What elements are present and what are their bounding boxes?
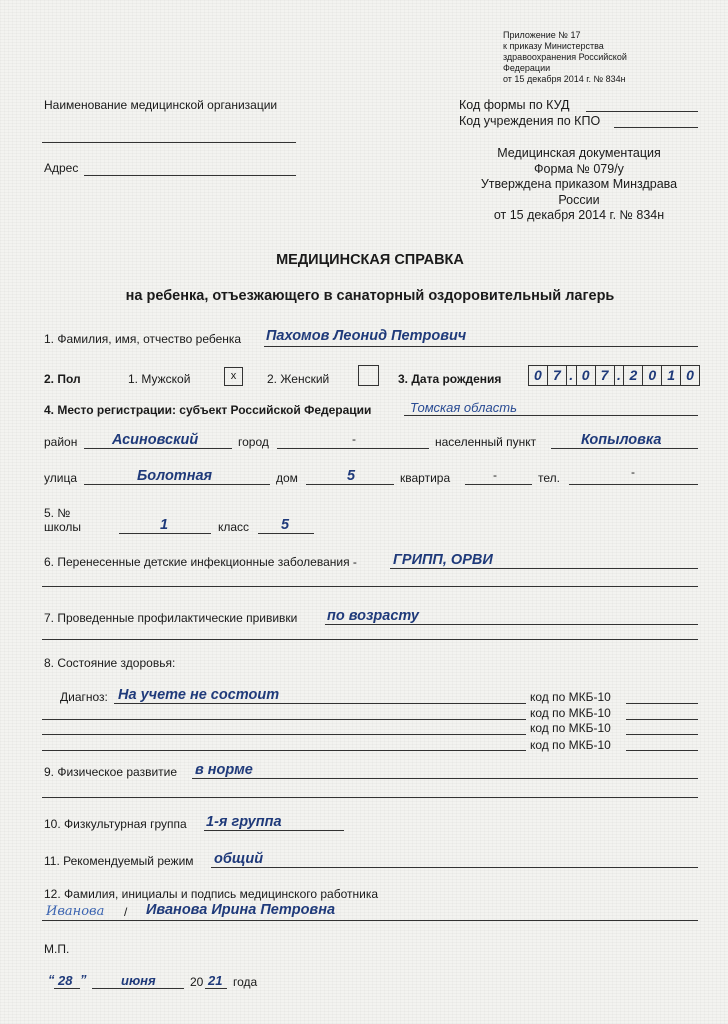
diagnosis-line-4 xyxy=(42,750,526,751)
class-value[interactable]: 5 xyxy=(281,517,290,533)
physical-line-2 xyxy=(42,797,698,798)
mkb-label: код по МКБ-10 xyxy=(530,690,611,704)
birth-date-digit: 1 xyxy=(662,366,681,385)
date-quote-close: ” xyxy=(80,972,87,987)
form-info-line: Медицинская документация xyxy=(497,146,661,160)
district-label: район xyxy=(44,435,78,449)
infections-value[interactable]: ГРИПП, ОРВИ xyxy=(393,552,493,568)
date-year-suffix: года xyxy=(233,975,258,989)
group-value[interactable]: 1-я группа xyxy=(206,814,282,830)
physical-value[interactable]: в норме xyxy=(195,762,253,778)
birth-date-boxes[interactable] xyxy=(528,365,700,386)
birth-date-digit: 0 xyxy=(577,366,596,385)
child-name-value[interactable]: Пахомов Леонид Петрович xyxy=(266,328,467,344)
appendix-line: здравоохранения Российской xyxy=(503,52,627,62)
female-checkbox[interactable] xyxy=(358,365,379,386)
birth-date-digit: 0 xyxy=(529,366,548,385)
kpo-line[interactable] xyxy=(614,127,698,128)
date-quote-open: “ xyxy=(48,972,55,987)
diagnosis-line-3 xyxy=(42,734,526,735)
infections-line-2 xyxy=(42,586,698,587)
sex-label: 2. Пол xyxy=(44,372,81,386)
address-line[interactable] xyxy=(84,175,296,176)
diagnosis-label: Диагноз: xyxy=(60,690,108,704)
doctor-slash: / xyxy=(124,905,128,919)
document-subtitle: на ребенка, отъезжающего в санаторный оздоровительный лагерь xyxy=(125,288,615,304)
date-month-line xyxy=(92,988,184,989)
registration-value[interactable]: Томская область xyxy=(410,400,517,415)
vaccines-label: 7. Проведенные профилактические прививки xyxy=(44,611,298,625)
house-label: дом xyxy=(276,471,298,485)
form-info-line: от 15 декабря 2014 г. № 834н xyxy=(493,208,665,222)
birth-date-separator: . xyxy=(615,366,625,385)
health-label: 8. Состояние здоровья: xyxy=(44,656,176,670)
class-line xyxy=(258,533,314,534)
flat-label: квартира xyxy=(400,471,451,485)
birth-date-digit: 0 xyxy=(643,366,662,385)
form-info-line: России xyxy=(558,192,600,207)
date-year-value[interactable]: 21 xyxy=(208,973,223,988)
document-title: МЕДИЦИНСКАЯ СПРАВКА xyxy=(276,252,464,268)
birth-date-digit: 7 xyxy=(596,366,615,385)
registration-label: 4. Место регистрации: субъект Российской Федерации xyxy=(44,403,372,417)
physical-line xyxy=(192,778,698,779)
date-month-value[interactable]: июня xyxy=(121,973,156,988)
registration-line xyxy=(404,415,698,416)
org-name-label: Наименование медицинской организации xyxy=(44,98,278,112)
school-label: школы xyxy=(44,520,82,534)
address-label: Адрес xyxy=(44,161,79,175)
school-line xyxy=(119,533,211,534)
mkb-label: код по МКБ-10 xyxy=(530,706,611,720)
doctor-name-value[interactable]: Иванова Ирина Петровна xyxy=(146,902,336,918)
phone-line xyxy=(569,484,698,485)
appendix-line: Приложение № 17 xyxy=(503,30,581,40)
male-checkbox[interactable]: x xyxy=(224,367,243,386)
physical-label: 9. Физическое развитие xyxy=(44,765,178,779)
org-name-line[interactable] xyxy=(42,142,296,143)
class-label: класс xyxy=(218,520,250,534)
city-line xyxy=(277,448,429,449)
mkb-line[interactable] xyxy=(626,703,698,704)
doctor-label: 12. Фамилия, инициалы и подпись медицинского работника xyxy=(44,887,379,901)
school-number-label: 5. № xyxy=(44,506,71,520)
child-name-label: 1. Фамилия, имя, отчество ребенка xyxy=(44,332,242,346)
vaccines-line xyxy=(325,624,698,625)
house-value[interactable]: 5 xyxy=(347,468,356,484)
settlement-label: населенный пункт xyxy=(435,435,537,449)
male-label: 1. Мужской xyxy=(128,372,191,386)
birth-date-digit: 7 xyxy=(548,366,567,385)
mkb-line[interactable] xyxy=(626,719,698,720)
date-year-line xyxy=(205,988,227,989)
vaccines-value[interactable]: по возрасту xyxy=(327,608,419,624)
settlement-value[interactable]: Копыловка xyxy=(581,432,662,448)
form-info-line: Форма № 079/у xyxy=(534,161,624,176)
city-label: город xyxy=(238,435,269,449)
flat-line xyxy=(465,484,532,485)
mkb-label: код по МКБ-10 xyxy=(530,738,611,752)
regime-value[interactable]: общий xyxy=(214,851,264,867)
street-line xyxy=(84,484,270,485)
mkb-line[interactable] xyxy=(626,734,698,735)
birth-date-digit: 2 xyxy=(624,366,643,385)
kpo-label: Код учреждения по КПО xyxy=(459,114,601,128)
kud-label: Код формы по КУД xyxy=(459,98,570,112)
phone-value[interactable]: - xyxy=(631,465,635,479)
phone-label: тел. xyxy=(538,471,560,485)
regime-label: 11. Рекомендуемый режим xyxy=(44,854,194,868)
city-value[interactable]: - xyxy=(352,432,356,446)
group-label: 10. Физкультурная группа xyxy=(44,817,187,831)
birth-date-label: 3. Дата рождения xyxy=(398,372,502,386)
district-line xyxy=(84,448,232,449)
district-value[interactable]: Асиновский xyxy=(112,432,199,448)
date-day-value[interactable]: 28 xyxy=(58,973,73,988)
group-line xyxy=(204,830,344,831)
diagnosis-value[interactable]: На учете не состоит xyxy=(118,687,280,703)
female-label: 2. Женский xyxy=(267,372,330,386)
form-info-line: Утверждена приказом Минздрава xyxy=(480,177,678,191)
appendix-line: к приказу Министерства xyxy=(503,41,604,51)
infections-label: 6. Перенесенные детские инфекционные заболевания - xyxy=(44,555,357,569)
diagnosis-line xyxy=(114,703,526,704)
street-label: улица xyxy=(44,471,77,485)
form-info-block xyxy=(460,146,698,224)
flat-value[interactable]: - xyxy=(493,468,497,482)
birth-date-digit: 0 xyxy=(686,367,694,383)
appendix-block xyxy=(503,30,627,85)
infections-line xyxy=(390,568,698,569)
school-value[interactable]: 1 xyxy=(160,517,169,533)
appendix-line: от 15 декабря 2014 г. № 834н xyxy=(503,74,626,84)
house-line xyxy=(306,484,394,485)
vaccines-line-2 xyxy=(42,639,698,640)
regime-line xyxy=(211,867,698,868)
stamp-label: М.П. xyxy=(44,942,70,956)
settlement-line xyxy=(551,448,698,449)
date-day-line xyxy=(54,988,80,989)
appendix-line: Федерации xyxy=(503,63,551,73)
diagnosis-line-2 xyxy=(42,719,526,720)
child-name-line xyxy=(264,346,698,347)
street-value[interactable]: Болотная xyxy=(137,468,213,484)
kud-line[interactable] xyxy=(586,111,698,112)
birth-date-separator: . xyxy=(567,366,577,385)
doctor-line xyxy=(42,920,698,921)
doctor-signature: Иванова xyxy=(46,904,105,919)
date-year-prefix: 20 xyxy=(190,975,204,989)
mkb-label: код по МКБ-10 xyxy=(530,721,611,735)
mkb-line[interactable] xyxy=(626,750,698,751)
